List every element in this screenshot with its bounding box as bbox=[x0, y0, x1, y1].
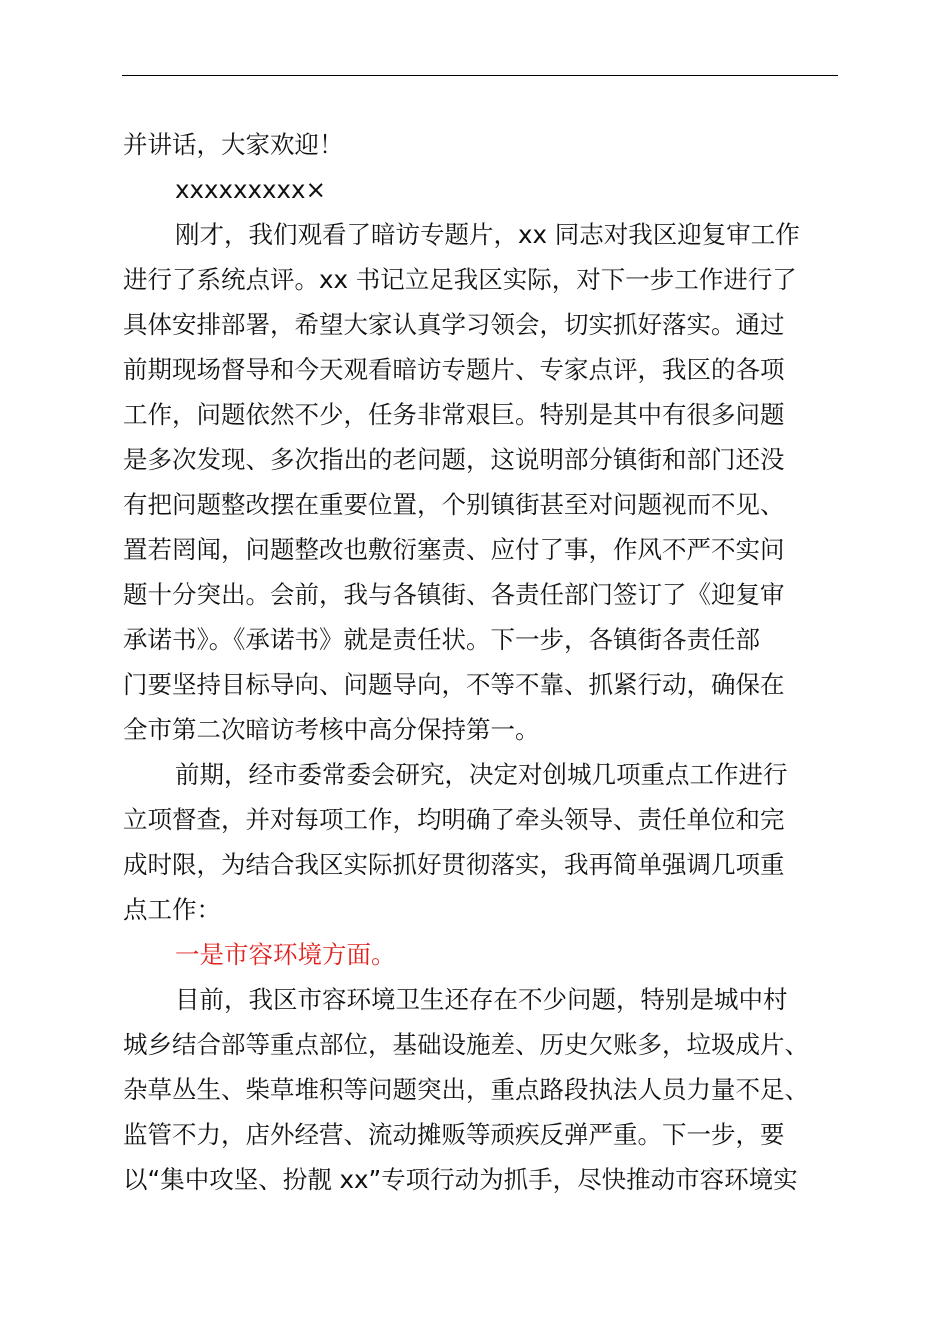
text-line: 置若罔闻，问题整改也敷衍塞责、应付了事，作风不严不实问 bbox=[123, 535, 785, 564]
text-line: 工作，问题依然不少，任务非常艰巨。特别是其中有很多问题 bbox=[123, 400, 785, 429]
text-line: 城乡结合部等重点部位，基础设施差、历史欠账多，垃圾成片、 bbox=[123, 1030, 809, 1059]
text-line: 进行了系统点评。xx 书记立足我区实际，对下一步工作进行了 bbox=[123, 265, 797, 294]
text-line: 以“集中攻坚、扮靓 xx”专项行动为抓手，尽快推动市容环境实 bbox=[123, 1165, 798, 1194]
text-line: 承诺书》。《承诺书》就是责任状。下一步，各镇街各责任部 bbox=[123, 625, 760, 654]
text-line: 监管不力，店外经营、流动摊贩等顽疾反弹严重。下一步，要 bbox=[123, 1120, 785, 1149]
text-line: 立项督查，并对每项工作，均明确了牵头领导、责任单位和完 bbox=[123, 805, 785, 834]
text-line: 全市第二次暗访考核中高分保持第一。 bbox=[123, 715, 540, 744]
text-line: 前期现场督导和今天观看暗访专题片、专家点评，我区的各项 bbox=[123, 355, 785, 384]
text-line: 成时限，为结合我区实际抓好贯彻落实，我再简单强调几项重 bbox=[123, 850, 785, 879]
text-line: 题十分突出。会前，我与各镇街、各责任部门签订了《迎复审 bbox=[123, 580, 785, 609]
text-line: 刚才，我们观看了暗访专题片，xx 同志对我区迎复审工作 bbox=[175, 220, 800, 249]
text-line: 杂草丛生、柴草堆积等问题突出，重点路段执法人员力量不足、 bbox=[123, 1075, 809, 1104]
text-line: 点工作： bbox=[123, 895, 221, 924]
text-line: 并讲话，大家欢迎！ bbox=[123, 130, 344, 159]
text-line: xxxxxxxxx× bbox=[175, 175, 327, 204]
text-line: 具体安排部署，希望大家认真学习领会，切实抓好落实。通过 bbox=[123, 310, 785, 339]
text-line: 门要坚持目标导向、问题导向，不等不靠、抓紧行动，确保在 bbox=[123, 670, 785, 699]
text-line: 目前，我区市容环境卫生还存在不少问题，特别是城中村 bbox=[175, 985, 788, 1014]
section-heading: 一是市容环境方面。 bbox=[175, 940, 396, 969]
text-line: 有把问题整改摆在重要位置，个别镇街甚至对问题视而不见、 bbox=[123, 490, 785, 519]
text-line: 前期，经市委常委会研究，决定对创城几项重点工作进行 bbox=[175, 760, 788, 789]
document-body bbox=[123, 122, 839, 1202]
text-line: 是多次发现、多次指出的老问题，这说明部分镇街和部门还没 bbox=[123, 445, 785, 474]
header-rule bbox=[122, 75, 838, 76]
